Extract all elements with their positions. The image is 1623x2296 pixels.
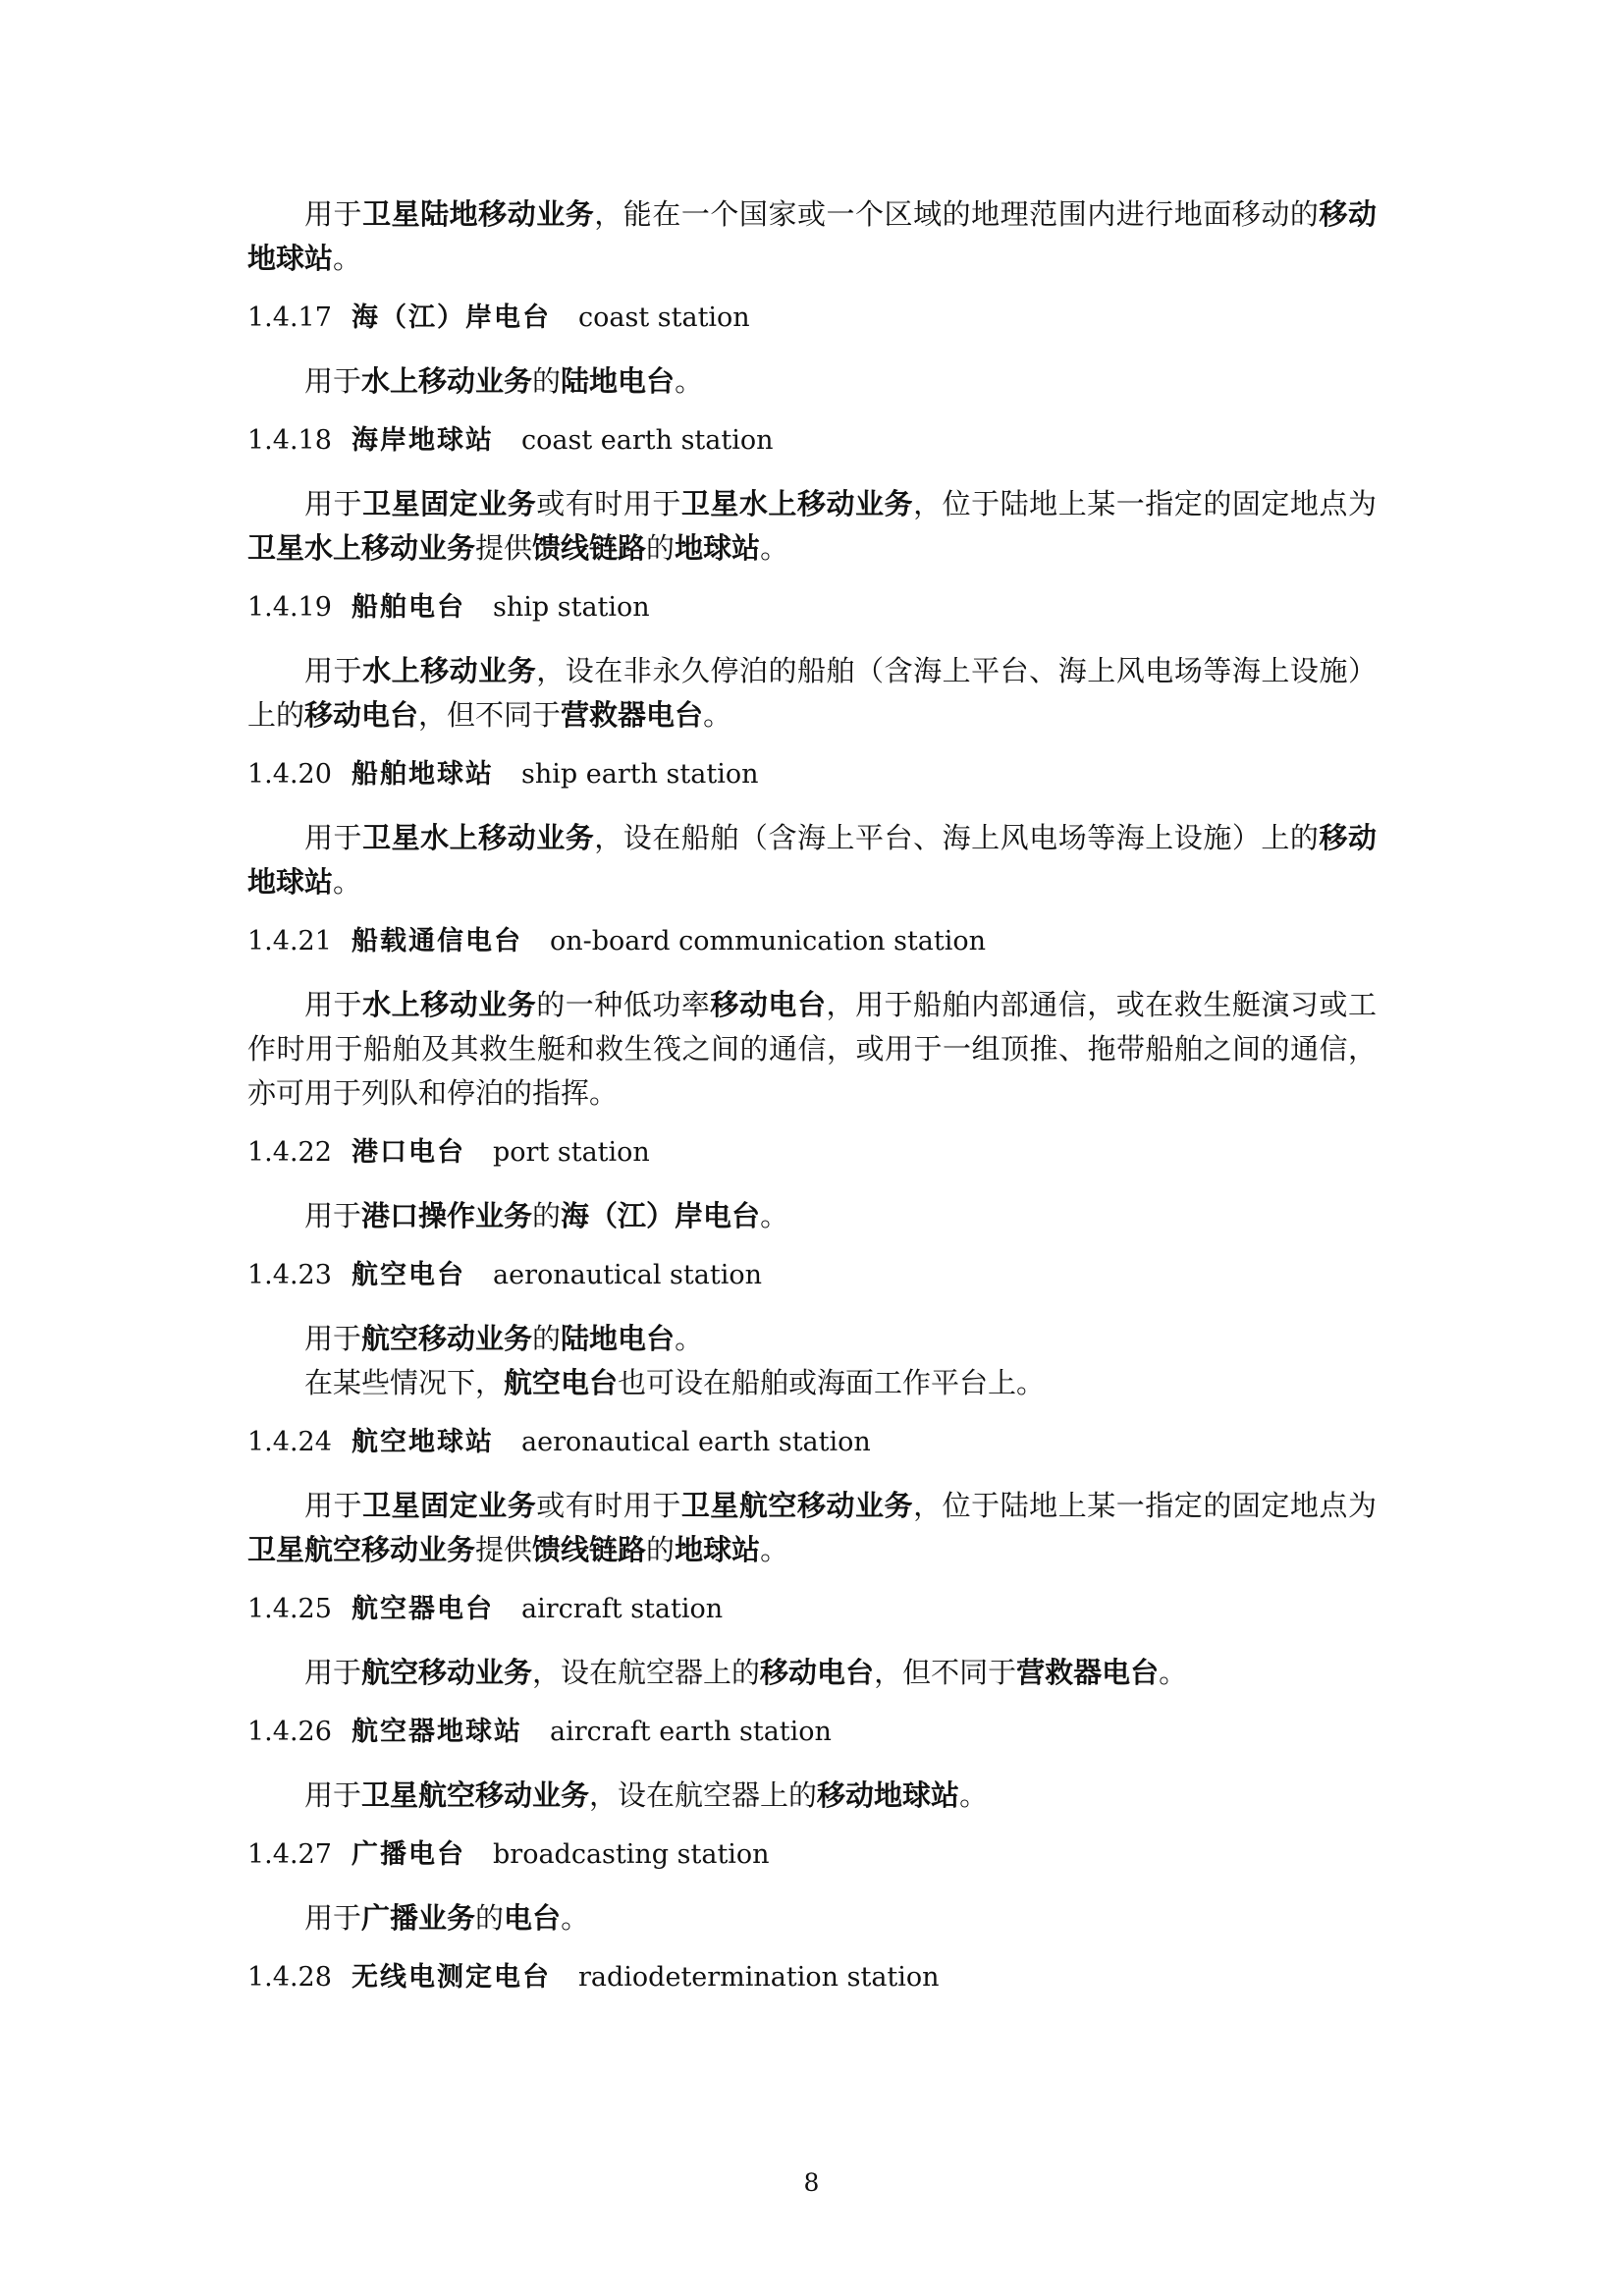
definition-paragraph: [247, 482, 1377, 571]
definition-text: 提供: [475, 531, 533, 565]
definition-text: 用于: [304, 1778, 362, 1812]
term-chinese: 海岸地球站: [352, 425, 494, 456]
term-heading: [247, 1423, 1377, 1462]
term-english: coast station: [578, 302, 750, 333]
defined-term-reference: 港口操作业务: [361, 1199, 533, 1232]
term-chinese: 无线电测定电台: [352, 1962, 551, 1993]
defined-term-reference: 地球站: [675, 1533, 761, 1566]
definition-text: 。: [703, 698, 732, 732]
definition-text: ，设在船舶（含海上平台、海上风电场等海上设施）上的: [594, 821, 1320, 854]
definition-text: 提供: [475, 1533, 533, 1566]
term-heading: [247, 922, 1377, 961]
definition-paragraph: [247, 192, 1377, 281]
definition-text: ，但不同于: [874, 1656, 1017, 1689]
definition-paragraph: [247, 1361, 1377, 1405]
defined-term-reference: 卫星航空移动业务: [361, 1778, 590, 1812]
defined-term-reference: 陆地电台: [561, 364, 676, 398]
defined-term-reference: 卫星固定业务: [362, 487, 537, 520]
definition-text: ，用于船舶内部通信，或在救生艇演习或工作时用于船舶及其救生艇和救生筏之间的通信，或用于一组顶推、拖带船舶之间的通信，亦可用于列队和停泊的指挥。: [247, 988, 1377, 1110]
definition-text: 用于: [304, 821, 363, 854]
definition-text: 用于: [304, 1199, 362, 1232]
definition-text: ，能在一个国家或一个区域的地理范围内进行地面移动的: [594, 197, 1320, 231]
definition-text: ，设在航空器上的: [589, 1778, 818, 1812]
defined-term-reference: 卫星水上移动业务: [680, 487, 914, 520]
definition-text: 。: [760, 1533, 789, 1566]
definition-paragraph: [247, 816, 1377, 904]
definition-text: ，但不同于: [418, 698, 562, 732]
definition-paragraph: [247, 1651, 1377, 1695]
term-heading: [247, 588, 1377, 628]
definition-paragraph: [247, 983, 1377, 1116]
definition-text: 或有时用于: [536, 1489, 681, 1522]
term-english: on-board communication station: [550, 926, 987, 957]
definition-text: 用于: [304, 654, 363, 687]
definition-text: 。: [760, 531, 789, 565]
term-chinese: 船舶电台: [352, 592, 465, 623]
definition-text: 用于: [304, 1901, 362, 1935]
definition-text: 。: [333, 242, 362, 275]
defined-term-reference: 陆地电台: [561, 1322, 676, 1355]
term-chinese: 船舶地球站: [352, 759, 494, 790]
term-chinese: 船载通信电台: [352, 926, 522, 957]
definition-text: 用于: [304, 1322, 362, 1355]
definition-text: 。: [1159, 1656, 1188, 1689]
term-heading: [247, 1590, 1377, 1629]
term-english: ship earth station: [521, 759, 759, 790]
definition-paragraph: [247, 1484, 1377, 1572]
defined-term-reference: 卫星航空移动业务: [680, 1489, 914, 1522]
term-english: aeronautical earth station: [521, 1427, 871, 1457]
term-number: 1.4.18: [247, 425, 332, 456]
defined-term-reference: 地球站: [675, 531, 761, 565]
term-english: coast earth station: [521, 425, 774, 456]
defined-term-reference: 航空移动业务: [361, 1656, 533, 1689]
term-chinese: 港口电台: [352, 1137, 465, 1168]
definition-paragraph: [247, 1896, 1377, 1941]
defined-term-reference: 卫星水上移动业务: [247, 531, 476, 565]
definition-text: 用于: [304, 1489, 363, 1522]
definition-text: 。: [760, 1199, 789, 1232]
definition-text: ，设在非永久停泊的船舶（含海上平台、海上风电场等海上设施）上的: [247, 654, 1377, 732]
defined-term-reference: 电台: [504, 1901, 562, 1935]
term-heading: [247, 1713, 1377, 1752]
term-chinese: 海（江）岸电台: [352, 302, 551, 333]
defined-term-reference: 营救器电台: [1016, 1656, 1160, 1689]
definition-text: 用于: [304, 364, 362, 398]
defined-term-reference: 卫星航空移动业务: [247, 1533, 476, 1566]
defined-term-reference: 水上移动业务: [362, 654, 537, 687]
definition-text: 的: [532, 1322, 562, 1355]
definition-text: 。: [675, 1322, 704, 1355]
term-heading: [247, 299, 1377, 338]
term-chinese: 航空地球站: [352, 1427, 494, 1457]
term-english: aircraft earth station: [550, 1717, 832, 1747]
definition-text: 在某些情况下，: [304, 1366, 505, 1399]
definition-text: 用于: [304, 197, 363, 231]
definition-text: 的: [646, 531, 676, 565]
definition-text: 用于: [304, 988, 363, 1021]
definition-text: 。: [333, 865, 362, 899]
definition-paragraph: [247, 1317, 1377, 1361]
defined-term-reference: 移动地球站: [247, 197, 1377, 275]
term-number: 1.4.22: [247, 1137, 332, 1168]
definition-paragraph: [247, 359, 1377, 404]
term-english: aircraft station: [521, 1594, 724, 1624]
defined-term-reference: 水上移动业务: [362, 988, 537, 1021]
definition-paragraph: [247, 1774, 1377, 1818]
defined-term-reference: 水上移动业务: [361, 364, 533, 398]
term-heading: [247, 1256, 1377, 1295]
defined-term-reference: 馈线链路: [532, 531, 647, 565]
document-body: [247, 192, 1377, 2019]
term-number: 1.4.23: [247, 1260, 332, 1290]
defined-term-reference: 航空移动业务: [361, 1322, 533, 1355]
defined-term-reference: 航空电台: [504, 1366, 619, 1399]
term-chinese: 广播电台: [352, 1839, 465, 1870]
definition-text: ，设在航空器上的: [532, 1656, 761, 1689]
defined-term-reference: 移动电台: [710, 988, 827, 1021]
term-number: 1.4.21: [247, 926, 332, 957]
definition-text: 的: [532, 1199, 562, 1232]
definition-text: 的: [475, 1901, 505, 1935]
term-number: 1.4.20: [247, 759, 332, 790]
term-number: 1.4.17: [247, 302, 332, 333]
term-english: port station: [493, 1137, 650, 1168]
term-english: radiodetermination station: [578, 1962, 940, 1993]
definition-text: 或有时用于: [536, 487, 681, 520]
term-number: 1.4.26: [247, 1717, 332, 1747]
term-heading: [247, 1133, 1377, 1173]
definition-text: 的: [646, 1533, 676, 1566]
defined-term-reference: 移动地球站: [817, 1778, 960, 1812]
term-chinese: 航空器地球站: [352, 1717, 522, 1747]
defined-term-reference: 营救器电台: [561, 698, 704, 732]
defined-term-reference: 卫星固定业务: [362, 1489, 537, 1522]
term-number: 1.4.27: [247, 1839, 332, 1870]
term-english: ship station: [493, 592, 650, 623]
definition-text: 的一种低功率: [536, 988, 711, 1021]
definition-text: 。: [959, 1778, 989, 1812]
definition-text: 的: [532, 364, 562, 398]
term-english: broadcasting station: [493, 1839, 770, 1870]
definition-text: 用于: [304, 487, 363, 520]
page-number: 8: [803, 2168, 820, 2197]
defined-term-reference: 卫星陆地移动业务: [362, 197, 595, 231]
defined-term-reference: 移动地球站: [247, 821, 1377, 899]
defined-term-reference: 卫星水上移动业务: [362, 821, 595, 854]
definition-paragraph: [247, 1194, 1377, 1238]
definition-text: 。: [675, 364, 704, 398]
definition-text: 也可设在船舶或海面工作平台上。: [618, 1366, 1046, 1399]
definition-text: ，位于陆地上某一指定的固定地点为: [913, 487, 1377, 520]
term-heading: [247, 1835, 1377, 1875]
defined-term-reference: 海（江）岸电台: [561, 1199, 761, 1232]
term-number: 1.4.28: [247, 1962, 332, 1993]
term-number: 1.4.25: [247, 1594, 332, 1624]
definition-text: 用于: [304, 1656, 362, 1689]
term-number: 1.4.19: [247, 592, 332, 623]
term-chinese: 航空器电台: [352, 1594, 494, 1624]
definition-text: 。: [561, 1901, 590, 1935]
term-english: aeronautical station: [493, 1260, 762, 1290]
term-chinese: 航空电台: [352, 1260, 465, 1290]
term-heading: [247, 755, 1377, 794]
term-heading: [247, 1958, 1377, 1997]
definition-paragraph: [247, 649, 1377, 738]
defined-term-reference: 移动电台: [760, 1656, 875, 1689]
defined-term-reference: 移动电台: [304, 698, 419, 732]
defined-term-reference: 馈线链路: [532, 1533, 647, 1566]
definition-text: ，位于陆地上某一指定的固定地点为: [913, 1489, 1377, 1522]
term-number: 1.4.24: [247, 1427, 332, 1457]
defined-term-reference: 广播业务: [361, 1901, 476, 1935]
term-heading: [247, 421, 1377, 461]
